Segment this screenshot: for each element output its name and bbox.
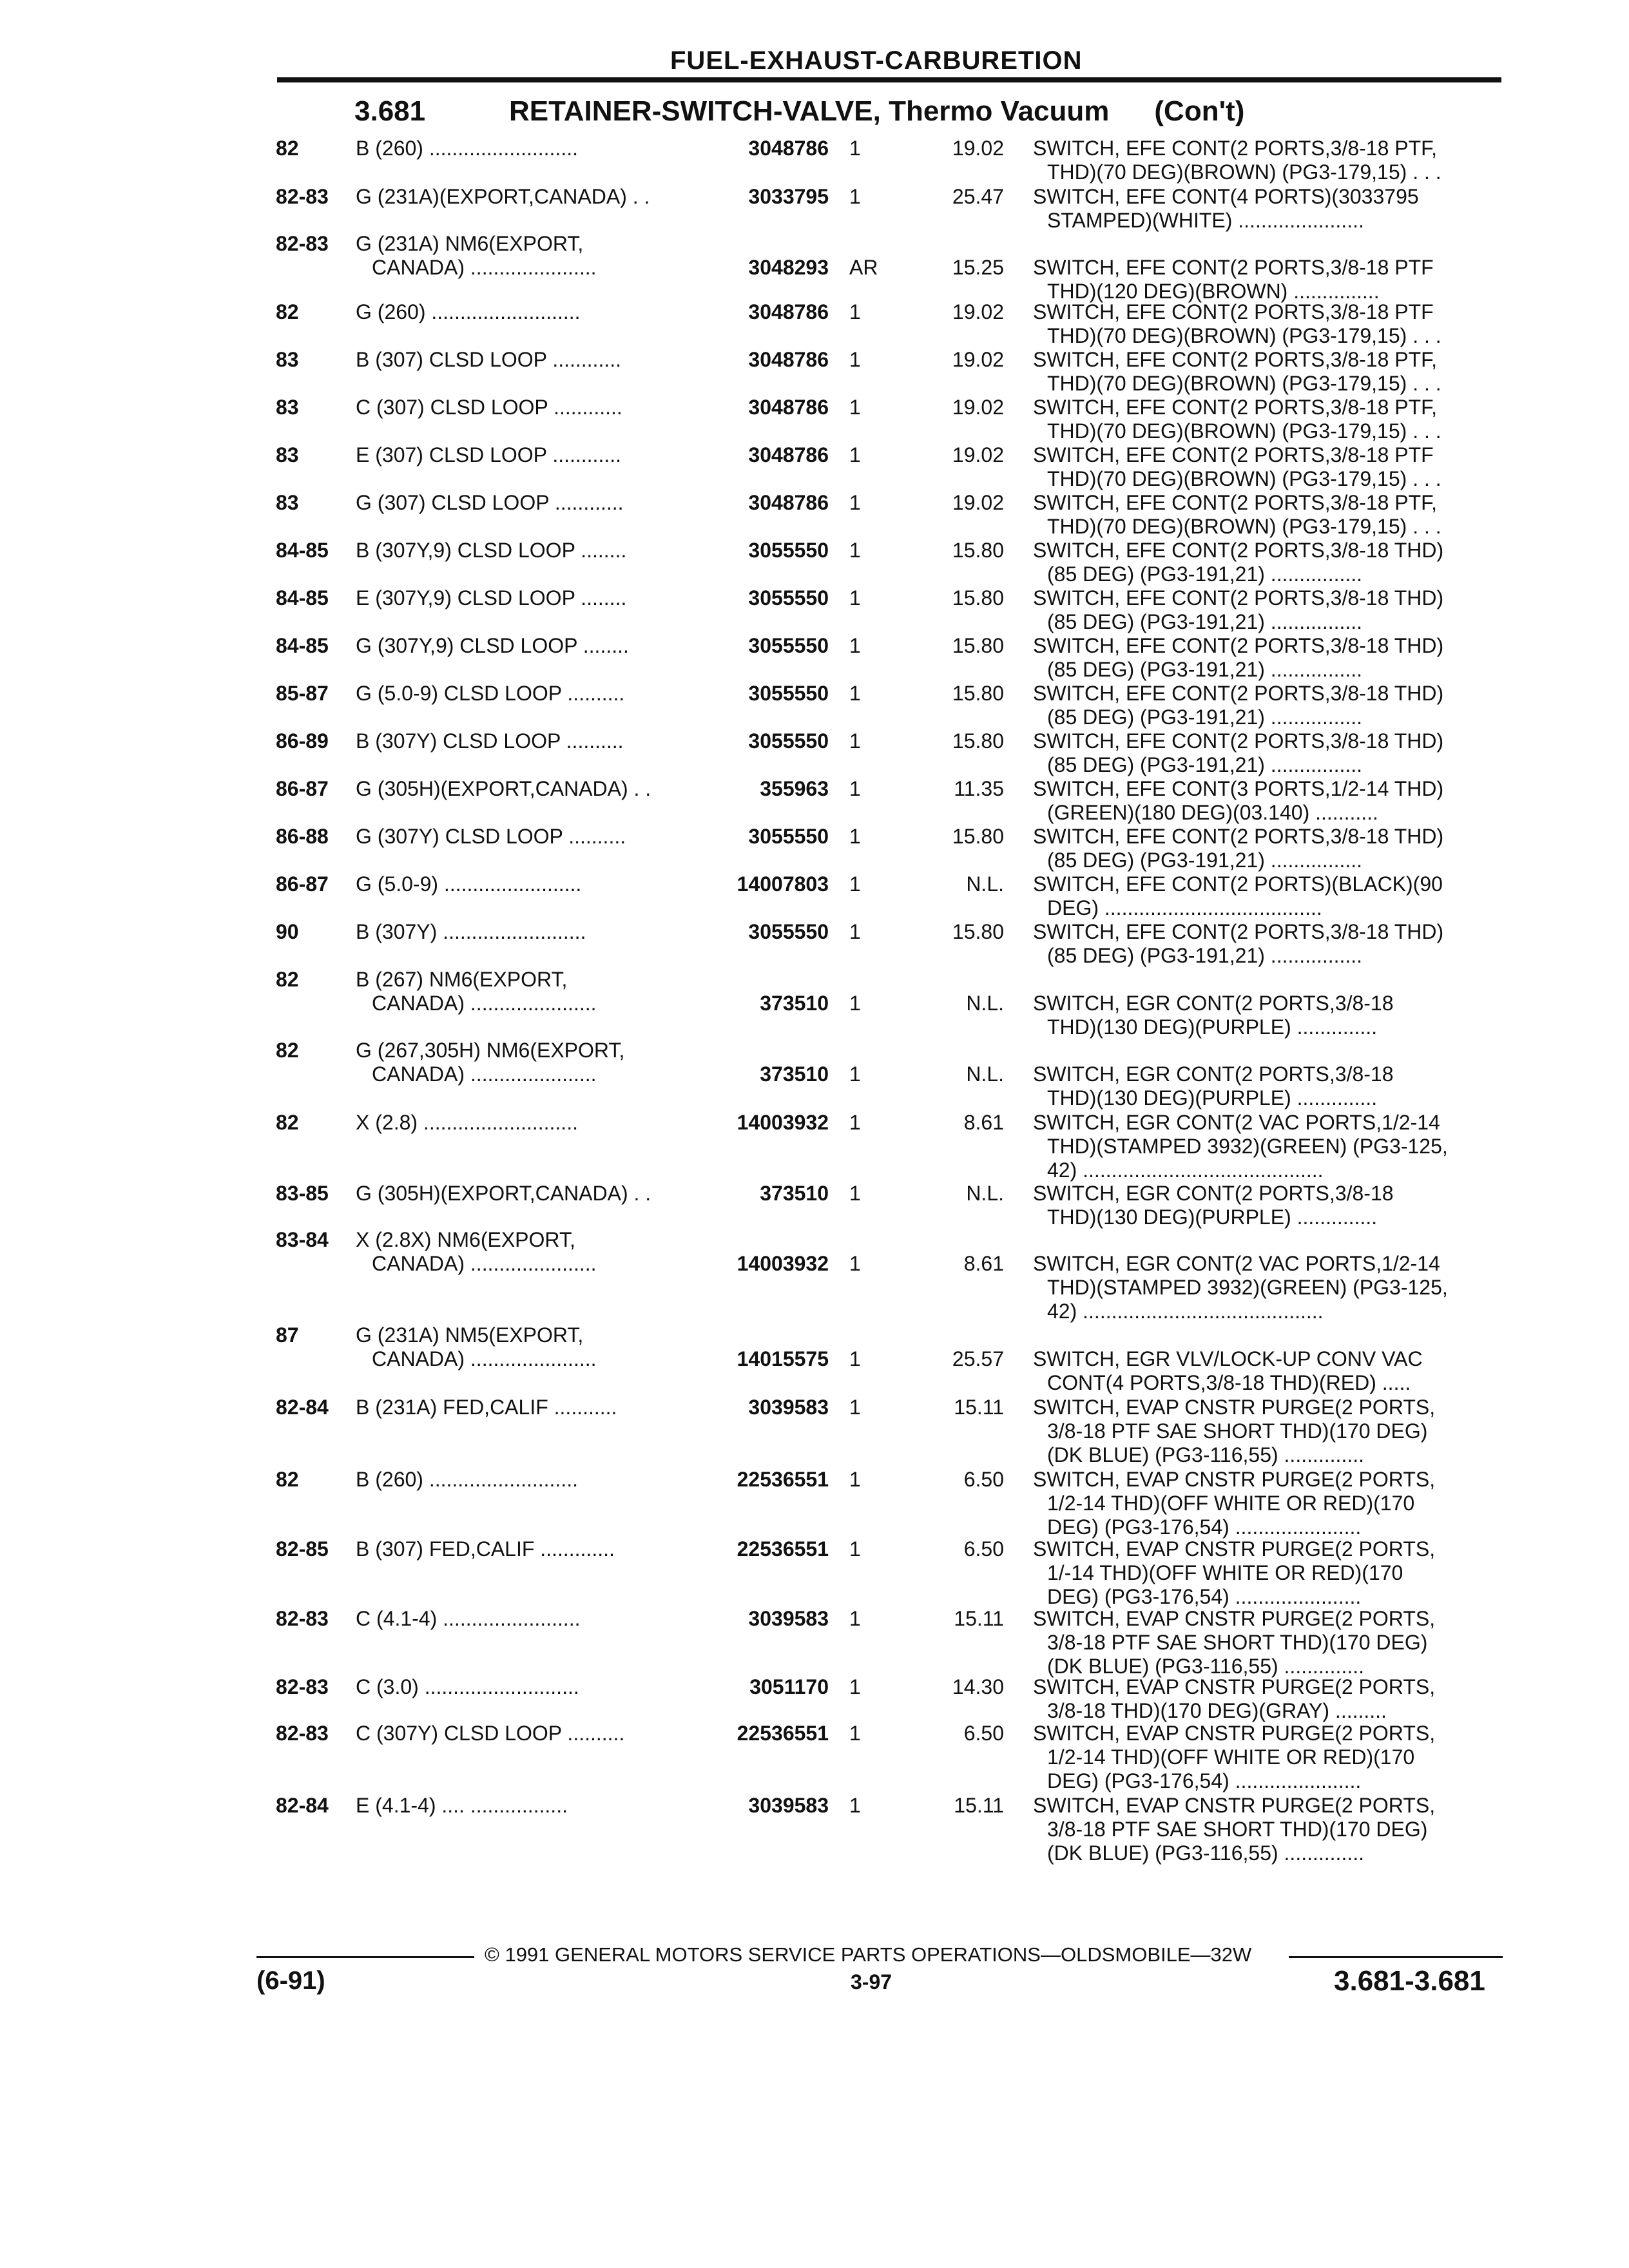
price: N.L. xyxy=(966,992,1004,1015)
application-line: B (307Y) ......................... xyxy=(356,920,586,943)
application-line: B (231A) FED,CALIF ........... xyxy=(356,1396,617,1419)
part-number: 3048293 xyxy=(748,256,829,279)
description xyxy=(1033,920,1503,968)
application-line: E (307Y,9) CLSD LOOP ........ xyxy=(356,586,627,610)
part-number: 3039583 xyxy=(748,1607,829,1630)
part-number: 373510 xyxy=(760,992,829,1015)
part-number: 3051170 xyxy=(749,1675,829,1698)
description-line: THD)(STAMPED 3932)(GREEN) (PG3-125, xyxy=(1047,1135,1448,1158)
application xyxy=(356,137,704,160)
description-line: STAMPED)(WHITE) ...................... xyxy=(1047,209,1364,232)
description-line: SWITCH, EFE CONT(2 PORTS,3/8-18 PTF xyxy=(1033,256,1434,279)
description-line: (85 DEG) (PG3-191,21) ................ xyxy=(1047,610,1363,633)
quantity: 1 xyxy=(849,1537,861,1561)
price: 25.57 xyxy=(952,1347,1004,1370)
description xyxy=(1033,185,1503,233)
price: 19.02 xyxy=(952,396,1004,419)
description xyxy=(1033,539,1503,586)
description-line: THD)(70 DEG)(BROWN) (PG3-179,15) . . . xyxy=(1047,467,1441,490)
description-line: (85 DEG) (PG3-191,21) ................ xyxy=(1047,562,1363,586)
description-line: 3/8-18 PTF SAE SHORT THD)(170 DEG) xyxy=(1047,1631,1428,1654)
application xyxy=(356,539,704,562)
part-number: 3055550 xyxy=(748,825,829,848)
application-line: B (307) FED,CALIF ............. xyxy=(356,1537,615,1561)
application-line: G (305H)(EXPORT,CANADA) . . xyxy=(356,777,651,800)
footer-date: (6-91) xyxy=(256,1966,325,1995)
part-number: 14003932 xyxy=(737,1111,829,1134)
description-line: (DK BLUE) (PG3-116,55) .............. xyxy=(1047,1443,1364,1466)
description-line: SWITCH, EFE CONT(2 PORTS,3/8-18 THD) xyxy=(1033,586,1444,610)
description xyxy=(1033,682,1503,729)
description-line: THD)(STAMPED 3932)(GREEN) (PG3-125, xyxy=(1047,1276,1448,1299)
part-number: 22536551 xyxy=(737,1537,829,1561)
application xyxy=(356,1396,704,1419)
description-line: THD)(130 DEG)(PURPLE) .............. xyxy=(1047,1086,1378,1110)
model-year: 85-87 xyxy=(276,682,329,705)
part-number: 3039583 xyxy=(748,1794,829,1817)
description xyxy=(1033,1468,1503,1539)
price: 15.80 xyxy=(952,586,1004,610)
quantity: 1 xyxy=(849,137,861,160)
footer-reference: 3.681-3.681 xyxy=(1334,1965,1485,1997)
description xyxy=(1033,1182,1503,1229)
model-year: 86-87 xyxy=(276,777,329,800)
price: 19.02 xyxy=(952,137,1004,160)
application-line: B (307Y,9) CLSD LOOP ........ xyxy=(356,539,627,562)
description-line: (DK BLUE) (PG3-116,55) .............. xyxy=(1047,1841,1364,1865)
quantity: 1 xyxy=(849,1111,861,1134)
description-line: 3/8-18 THD)(170 DEG)(GRAY) ......... xyxy=(1047,1699,1387,1722)
description-line: SWITCH, EVAP CNSTR PURGE(2 PORTS, xyxy=(1033,1396,1436,1419)
part-number: 3055550 xyxy=(748,586,829,610)
part-number: 3048786 xyxy=(748,348,829,371)
price: N.L. xyxy=(966,1182,1004,1205)
application xyxy=(356,1537,704,1561)
description-line: (85 DEG) (PG3-191,21) ................ xyxy=(1047,849,1363,872)
price: 15.11 xyxy=(954,1396,1004,1419)
quantity: 1 xyxy=(849,1182,861,1205)
application xyxy=(356,872,704,896)
application xyxy=(356,1722,704,1745)
application xyxy=(356,1182,704,1206)
model-year: 90 xyxy=(276,920,299,943)
application-line: X (2.8) ........................... xyxy=(356,1111,578,1134)
application xyxy=(356,491,704,515)
section-rule xyxy=(277,77,1501,82)
model-year: 84-85 xyxy=(276,586,329,610)
description xyxy=(1033,1252,1503,1323)
price: 6.50 xyxy=(963,1468,1004,1491)
application-line: G (267,305H) NM6(EXPORT, xyxy=(356,1039,625,1062)
application-line: G (260) .......................... xyxy=(356,300,581,323)
description-line: SWITCH, EFE CONT(2 PORTS,3/8-18 THD) xyxy=(1033,920,1444,943)
application-line: B (267) NM6(EXPORT, xyxy=(356,968,568,991)
description-line: SWITCH, EGR CONT(2 VAC PORTS,1/2-14 xyxy=(1033,1252,1440,1275)
application-line: E (307) CLSD LOOP ............ xyxy=(356,443,621,466)
application-line: G (307Y,9) CLSD LOOP ........ xyxy=(356,634,629,657)
quantity: 1 xyxy=(849,1347,861,1370)
application xyxy=(356,634,704,658)
model-year: 86-88 xyxy=(276,825,329,848)
price: 15.11 xyxy=(954,1607,1004,1630)
description-line: (85 DEG) (PG3-191,21) ................ xyxy=(1047,944,1363,967)
description-line: DEG) (PG3-176,54) ...................... xyxy=(1047,1515,1362,1539)
application-line: C (3.0) ........................... xyxy=(356,1675,579,1698)
description-line: (85 DEG) (PG3-191,21) ................ xyxy=(1047,753,1363,776)
application xyxy=(356,443,704,467)
description xyxy=(1033,443,1503,491)
heading-continued: (Con't) xyxy=(1154,95,1245,127)
description-line: SWITCH, EVAP CNSTR PURGE(2 PORTS, xyxy=(1033,1722,1436,1745)
quantity: 1 xyxy=(849,443,861,466)
model-year: 86-89 xyxy=(276,729,329,753)
description xyxy=(1033,1062,1503,1110)
model-year: 83 xyxy=(276,491,299,514)
application-line: B (260) .......................... xyxy=(356,137,578,160)
application-line: C (307) CLSD LOOP ............ xyxy=(356,396,622,419)
part-number: 3055550 xyxy=(748,634,829,657)
model-year: 82-84 xyxy=(276,1794,329,1817)
description-line: SWITCH, EFE CONT(2 PORTS,3/8-18 THD) xyxy=(1033,634,1444,657)
description-line: SWITCH, EFE CONT(2 PORTS,3/8-18 PTF, xyxy=(1033,396,1438,419)
price: 19.02 xyxy=(952,300,1004,323)
model-year: 84-85 xyxy=(276,634,329,657)
part-number: 3048786 xyxy=(748,396,829,419)
quantity: 1 xyxy=(849,1468,861,1491)
description xyxy=(1033,825,1503,872)
model-year: 82-83 xyxy=(276,232,329,255)
description xyxy=(1033,396,1503,443)
application xyxy=(356,185,704,209)
quantity: 1 xyxy=(849,1062,861,1086)
application-line: B (307Y) CLSD LOOP .......... xyxy=(356,729,624,753)
description-line: (85 DEG) (PG3-191,21) ................ xyxy=(1047,706,1363,729)
application xyxy=(356,1111,704,1135)
price: 15.80 xyxy=(952,682,1004,705)
model-year: 83-84 xyxy=(276,1228,329,1251)
quantity: 1 xyxy=(849,634,861,657)
application-line: G (305H)(EXPORT,CANADA) . . xyxy=(356,1182,651,1205)
quantity: 1 xyxy=(849,300,861,323)
application-line: G (231A) NM5(EXPORT, xyxy=(356,1323,584,1347)
model-year: 82 xyxy=(276,1468,299,1491)
quantity: 1 xyxy=(849,872,861,896)
price: 6.50 xyxy=(963,1537,1004,1561)
application-line: G (5.0-9) ........................ xyxy=(356,872,582,896)
part-number: 14015575 xyxy=(737,1347,829,1370)
description xyxy=(1033,872,1503,920)
description-line: SWITCH, EGR VLV/LOCK-UP CONV VAC xyxy=(1033,1347,1423,1370)
part-number: 3048786 xyxy=(748,491,829,514)
description-line: THD)(70 DEG)(BROWN) (PG3-179,15) . . . xyxy=(1047,160,1441,184)
application xyxy=(356,1228,704,1276)
application xyxy=(356,1323,704,1371)
quantity: 1 xyxy=(849,920,861,943)
model-year: 82 xyxy=(276,1111,299,1134)
footer-copyright: © 1991 GENERAL MOTORS SERVICE PARTS OPERATIONS—OLDSMOBILE—32W xyxy=(485,1943,1252,1966)
part-number: 14003932 xyxy=(737,1252,829,1275)
description-line: SWITCH, EFE CONT(2 PORTS,3/8-18 THD) xyxy=(1033,682,1444,705)
description xyxy=(1033,1794,1503,1865)
part-number: 373510 xyxy=(760,1062,829,1086)
section-title: FUEL-EXHAUST-CARBURETION xyxy=(670,46,1083,75)
description xyxy=(1033,348,1503,396)
description xyxy=(1033,1396,1503,1467)
price: 15.80 xyxy=(952,825,1004,848)
description-line: SWITCH, EVAP CNSTR PURGE(2 PORTS, xyxy=(1033,1468,1436,1491)
part-number: 3055550 xyxy=(748,729,829,753)
application-line: CANADA) ...................... xyxy=(372,1347,597,1370)
application-line: B (260) .......................... xyxy=(356,1468,578,1491)
description xyxy=(1033,729,1503,777)
model-year: 82 xyxy=(276,300,299,323)
application-line: CANADA) ...................... xyxy=(372,256,597,279)
model-year: 83 xyxy=(276,396,299,419)
description-line: SWITCH, EGR CONT(2 VAC PORTS,1/2-14 xyxy=(1033,1111,1440,1134)
description-line: SWITCH, EFE CONT(2 PORTS,3/8-18 THD) xyxy=(1033,539,1444,562)
model-year: 82 xyxy=(276,968,299,991)
description-line: SWITCH, EGR CONT(2 PORTS,3/8-18 xyxy=(1033,992,1394,1015)
description-line: SWITCH, EFE CONT(2 PORTS,3/8-18 THD) xyxy=(1033,729,1444,753)
description-line: CONT(4 PORTS,3/8-18 THD)(RED) ..... xyxy=(1047,1371,1411,1394)
part-number: 14007803 xyxy=(737,872,829,896)
application xyxy=(356,1607,704,1631)
application xyxy=(356,1794,704,1818)
description-line: THD)(130 DEG)(PURPLE) .............. xyxy=(1047,1206,1378,1229)
application xyxy=(356,920,704,944)
part-number: 373510 xyxy=(760,1182,829,1205)
application-line: G (5.0-9) CLSD LOOP .......... xyxy=(356,682,625,705)
application xyxy=(356,1468,704,1492)
application xyxy=(356,729,704,753)
application-line: G (231A) NM6(EXPORT, xyxy=(356,232,584,255)
description-line: 3/8-18 PTF SAE SHORT THD)(170 DEG) xyxy=(1047,1419,1428,1443)
price: 25.47 xyxy=(952,185,1004,208)
description-line: (GREEN)(180 DEG)(03.140) ........... xyxy=(1047,801,1378,824)
description-line: SWITCH, EFE CONT(4 PORTS)(3033795 xyxy=(1033,185,1419,208)
description-line: 1/2-14 THD)(OFF WHITE OR RED)(170 xyxy=(1047,1745,1415,1769)
part-number: 3033795 xyxy=(748,185,829,208)
application-line: E (4.1-4) .... ................. xyxy=(356,1794,568,1817)
part-number: 3048786 xyxy=(748,300,829,323)
description-line: SWITCH, EGR CONT(2 PORTS,3/8-18 xyxy=(1033,1062,1394,1086)
description-line: THD)(70 DEG)(BROWN) (PG3-179,15) . . . xyxy=(1047,515,1441,538)
description-line: 42) .......................................... xyxy=(1047,1300,1324,1323)
description-line: DEG) ...................................... xyxy=(1047,896,1322,919)
price: 6.50 xyxy=(963,1722,1004,1745)
application xyxy=(356,232,704,280)
application xyxy=(356,1675,704,1699)
application-line: X (2.8X) NM6(EXPORT, xyxy=(356,1228,575,1251)
part-number: 22536551 xyxy=(737,1722,829,1745)
model-year: 82 xyxy=(276,1039,299,1062)
description-line: SWITCH, EVAP CNSTR PURGE(2 PORTS, xyxy=(1033,1794,1436,1817)
description-line: THD)(130 DEG)(PURPLE) .............. xyxy=(1047,1015,1378,1039)
description-line: THD)(70 DEG)(BROWN) (PG3-179,15) . . . xyxy=(1047,372,1441,395)
part-number: 3048786 xyxy=(748,137,829,160)
description xyxy=(1033,992,1503,1039)
description-line: 3/8-18 PTF SAE SHORT THD)(170 DEG) xyxy=(1047,1818,1428,1841)
price: 15.80 xyxy=(952,539,1004,562)
application-line: CANADA) ...................... xyxy=(372,1062,597,1086)
quantity: 1 xyxy=(849,539,861,562)
description-line: SWITCH, EVAP CNSTR PURGE(2 PORTS, xyxy=(1033,1537,1436,1561)
part-number: 3039583 xyxy=(748,1396,829,1419)
footer-rule-left xyxy=(256,1956,474,1958)
part-number: 3048786 xyxy=(748,443,829,466)
description xyxy=(1033,137,1503,184)
quantity: AR xyxy=(849,256,878,279)
quantity: 1 xyxy=(849,185,861,208)
price: 15.80 xyxy=(952,920,1004,943)
description xyxy=(1033,491,1503,539)
application-line: G (307) CLSD LOOP ............ xyxy=(356,491,624,514)
application-line: G (307Y) CLSD LOOP .......... xyxy=(356,825,626,848)
part-number: 22536551 xyxy=(737,1468,829,1491)
heading-number: 3.681 xyxy=(354,95,426,127)
application-line: G (231A)(EXPORT,CANADA) . . xyxy=(356,185,650,208)
quantity: 1 xyxy=(849,729,861,753)
quantity: 1 xyxy=(849,1396,861,1419)
model-year: 83 xyxy=(276,348,299,371)
price: 19.02 xyxy=(952,443,1004,466)
description xyxy=(1033,1537,1503,1609)
quantity: 1 xyxy=(849,777,861,800)
part-number: 3055550 xyxy=(748,682,829,705)
description xyxy=(1033,1607,1503,1678)
part-number: 3055550 xyxy=(748,539,829,562)
price: 8.61 xyxy=(963,1252,1004,1275)
description-line: SWITCH, EFE CONT(2 PORTS,3/8-18 PTF, xyxy=(1033,491,1438,514)
description-line: SWITCH, EFE CONT(2 PORTS,3/8-18 THD) xyxy=(1033,825,1444,848)
part-number: 3055550 xyxy=(748,920,829,943)
price: 19.02 xyxy=(952,348,1004,371)
description xyxy=(1033,1347,1503,1395)
quantity: 1 xyxy=(849,586,861,610)
price: N.L. xyxy=(966,872,1004,896)
description-line: THD)(120 DEG)(BROWN) ............... xyxy=(1047,280,1380,303)
quantity: 1 xyxy=(849,1607,861,1630)
application xyxy=(356,682,704,706)
description-line: SWITCH, EFE CONT(3 PORTS,1/2-14 THD) xyxy=(1033,777,1444,800)
model-year: 82-83 xyxy=(276,185,329,208)
model-year: 83 xyxy=(276,443,299,466)
model-year: 82-83 xyxy=(276,1675,329,1698)
quantity: 1 xyxy=(849,1722,861,1745)
application xyxy=(356,1039,704,1086)
footer-page-number: 3-97 xyxy=(851,1970,892,1994)
description-line: SWITCH, EFE CONT(2 PORTS)(BLACK)(90 xyxy=(1033,872,1443,896)
price: 11.35 xyxy=(954,777,1004,800)
price: 19.02 xyxy=(952,491,1004,514)
description-line: DEG) (PG3-176,54) ...................... xyxy=(1047,1585,1362,1608)
description-line: SWITCH, EVAP CNSTR PURGE(2 PORTS, xyxy=(1033,1607,1436,1630)
description-line: 1/-14 THD)(OFF WHITE OR RED)(170 xyxy=(1047,1561,1403,1584)
description-line: 1/2-14 THD)(OFF WHITE OR RED)(170 xyxy=(1047,1492,1415,1515)
price: 15.80 xyxy=(952,634,1004,657)
model-year: 82-83 xyxy=(276,1722,329,1745)
model-year: 82-85 xyxy=(276,1537,329,1561)
quantity: 1 xyxy=(849,1794,861,1817)
description xyxy=(1033,634,1503,682)
quantity: 1 xyxy=(849,682,861,705)
application xyxy=(356,586,704,610)
description-line: (DK BLUE) (PG3-116,55) .............. xyxy=(1047,1655,1364,1678)
model-year: 82-84 xyxy=(276,1396,329,1419)
price: 15.80 xyxy=(952,729,1004,753)
application xyxy=(356,348,704,372)
price: 14.30 xyxy=(952,1675,1004,1698)
description xyxy=(1033,1111,1503,1182)
description-line: SWITCH, EGR CONT(2 PORTS,3/8-18 xyxy=(1033,1182,1394,1205)
description-line: THD)(70 DEG)(BROWN) (PG3-179,15) . . . xyxy=(1047,324,1441,347)
model-year: 82 xyxy=(276,137,299,160)
footer-rule-right xyxy=(1289,1956,1503,1958)
model-year: 86-87 xyxy=(276,872,329,896)
description-line: DEG) (PG3-176,54) ...................... xyxy=(1047,1769,1362,1792)
quantity: 1 xyxy=(849,491,861,514)
application xyxy=(356,825,704,849)
description xyxy=(1033,1722,1503,1793)
description xyxy=(1033,300,1503,348)
application-line: C (307Y) CLSD LOOP .......... xyxy=(356,1722,625,1745)
description-line: SWITCH, EFE CONT(2 PORTS,3/8-18 PTF xyxy=(1033,300,1434,323)
description xyxy=(1033,777,1503,825)
model-year: 84-85 xyxy=(276,539,329,562)
application-line: CANADA) ...................... xyxy=(372,992,597,1015)
catalog-heading xyxy=(354,95,1244,128)
application-line: B (307) CLSD LOOP ............ xyxy=(356,348,621,371)
description-line: 42) .......................................... xyxy=(1047,1158,1324,1182)
model-year: 82-83 xyxy=(276,1607,329,1630)
quantity: 1 xyxy=(849,825,861,848)
application-line: C (4.1-4) ........................ xyxy=(356,1607,581,1630)
description-line: SWITCH, EFE CONT(2 PORTS,3/8-18 PTF, xyxy=(1033,137,1438,160)
model-year: 83-85 xyxy=(276,1182,329,1205)
description-line: SWITCH, EFE CONT(2 PORTS,3/8-18 PTF xyxy=(1033,443,1434,466)
application xyxy=(356,300,704,324)
description-line: SWITCH, EFE CONT(2 PORTS,3/8-18 PTF, xyxy=(1033,348,1438,371)
part-number: 355963 xyxy=(760,777,829,800)
quantity: 1 xyxy=(849,396,861,419)
application xyxy=(356,777,704,801)
price: N.L. xyxy=(966,1062,1004,1086)
description-line: SWITCH, EVAP CNSTR PURGE(2 PORTS, xyxy=(1033,1675,1436,1698)
price: 8.61 xyxy=(963,1111,1004,1134)
application-line: CANADA) ...................... xyxy=(372,1252,597,1275)
price: 15.25 xyxy=(952,256,1004,279)
quantity: 1 xyxy=(849,348,861,371)
description xyxy=(1033,1675,1503,1723)
application xyxy=(356,968,704,1015)
description xyxy=(1033,256,1503,303)
heading-title: RETAINER-SWITCH-VALVE, Thermo Vacuum xyxy=(509,95,1110,127)
quantity: 1 xyxy=(849,1675,861,1698)
price: 15.11 xyxy=(954,1794,1004,1817)
model-year: 87 xyxy=(276,1323,299,1347)
application xyxy=(356,396,704,419)
description-line: (85 DEG) (PG3-191,21) ................ xyxy=(1047,658,1363,681)
description-line: THD)(70 DEG)(BROWN) (PG3-179,15) . . . xyxy=(1047,419,1441,443)
description xyxy=(1033,586,1503,634)
quantity: 1 xyxy=(849,992,861,1015)
quantity: 1 xyxy=(849,1252,861,1275)
